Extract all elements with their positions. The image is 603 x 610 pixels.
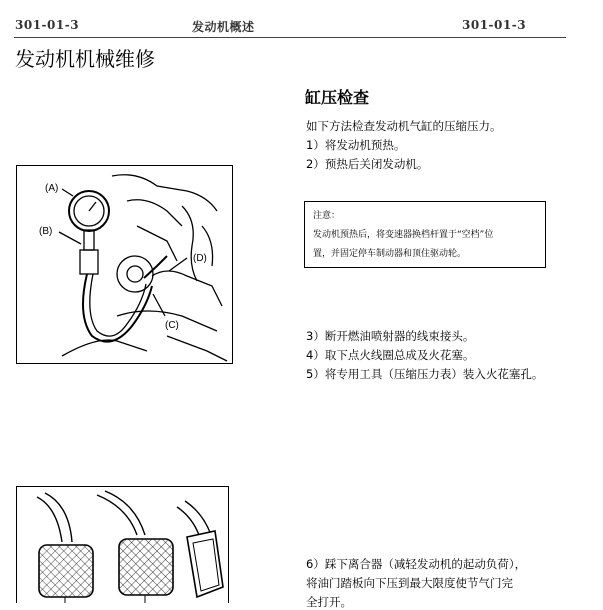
intro-text: 如下方法检查发动机气缸的压缩压力。	[306, 119, 502, 133]
caution-box	[304, 201, 546, 268]
label-b: (B)	[39, 226, 53, 237]
step-6-line-3: 全打开。	[306, 595, 352, 609]
step-1: 1）将发动机预热。	[306, 138, 406, 152]
caution-title: 注意：	[313, 211, 341, 221]
page-title: 发动机机械维修	[15, 47, 155, 71]
label-d: (D)	[193, 253, 207, 264]
label-c: (C)	[165, 320, 179, 331]
label-a: (A)	[45, 183, 59, 194]
step-2: 2）预热后关闭发动机。	[306, 157, 429, 171]
step-3: 3）断开燃油喷射器的线束接头。	[306, 329, 475, 343]
header-rule	[14, 37, 566, 38]
header-section: 发动机概述	[192, 20, 255, 34]
step-6-line-1: 6）踩下离合器（减轻发动机的起动负荷），	[306, 557, 527, 571]
pedals-illustration	[17, 487, 228, 603]
header-page-right: 301-01-3	[462, 18, 527, 32]
step-5: 5）将专用工具（压缩压力表）装入火花塞孔。	[306, 367, 544, 381]
step-4: 4）取下点火线圈总成及火花塞。	[306, 348, 475, 362]
step-6-line-2: 将油门踏板向下压到最大限度使节气门完	[306, 576, 513, 590]
figure-pedals	[16, 486, 229, 603]
section-title: 缸压检查	[305, 88, 370, 107]
caution-line-1: 发动机预热后，将变速器换档杆置于“空档”位	[313, 230, 494, 240]
header-page-left: 301-01-3	[15, 18, 80, 32]
gauge-illustration	[17, 166, 232, 363]
figure-compression-gauge	[16, 165, 233, 364]
caution-line-2: 置，并固定停车制动器和顶住驱动轮。	[313, 249, 467, 259]
